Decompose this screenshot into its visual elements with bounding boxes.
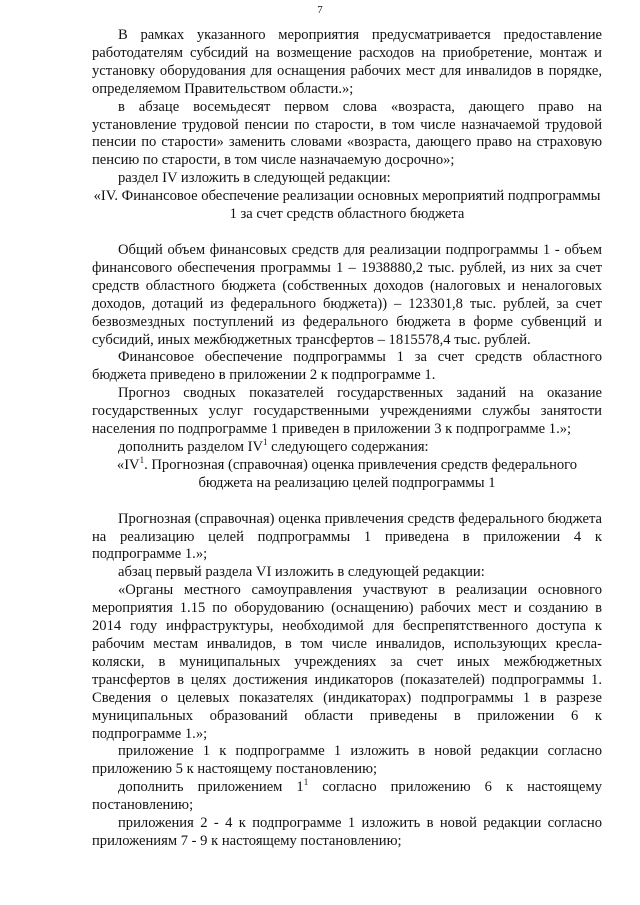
paragraph: Прогнозная (справочная) оценка привлечения средств федерального бюджета на реализацию целей подпрограммы 1 приведена в приложении 4 к подпрограмме 1.»; [92, 510, 602, 563]
paragraph: приложение 1 к подпрограмме 1 изложить в новой редакции согласно приложению 5 к настоящему постановлению; [92, 743, 602, 778]
paragraph: Финансовое обеспечение подпрограммы 1 за счет средств областного бюджета приведено в приложении 2 к подпрограмме 1. [92, 349, 602, 384]
paragraph: в абзаце восемьдесят первом слова «возраста, дающего право на установление трудовой пенсии по старости, в том числе назначаемой трудовой пенсии по старости» заменить словами «возраста, дающего право на страховую пенсию по старости, в том числе назначаемую досрочно»; [92, 98, 602, 169]
paragraph: В рамках указанного мероприятия предусматривается предоставление работодателям субсидий на возмещение расходов на приобретение, монтаж и установку оборудования для оснащения рабочих мест для инвалидов в порядке, определяемом Правительством области.»; [92, 27, 602, 97]
document-body [92, 27, 602, 851]
section-heading: «IV. Финансовое обеспечение реализации основных мероприятий подпрограммы 1 за счет средств областного бюджета [93, 188, 601, 223]
text: «IV [116, 456, 140, 473]
text: следующего содержания: [267, 438, 429, 455]
superscript: 1 [303, 777, 309, 788]
page-number: 7 [317, 4, 323, 16]
paragraph: Прогноз сводных показателей государственных заданий на оказание государственных услуг государственными учреждениями службы занятости населения по подпрограмме 1 приведен в приложении 3 к подпрограмме 1.»; [92, 385, 602, 438]
text: . Прогнозная (справочная) оценка привлечения средств федерального бюджета на реализацию целей подпрограммы 1 [144, 456, 578, 491]
paragraph: раздел IV изложить в следующей редакции: [118, 170, 391, 187]
section-heading [92, 454, 602, 493]
paragraph [92, 779, 602, 815]
superscript: 1 [139, 454, 145, 465]
paragraph: абзац первый раздела VI изложить в следующей редакции: [118, 564, 485, 581]
paragraph: Общий объем финансовых средств для реализации подпрограммы 1 - объем финансового обеспечения программы 1 – 1938880,2 тыс. рублей, из них за счет средств областного бюджета (собственных доходов (налоговых и неналоговых доходов, дотаций из федерального бюджета)) – 123301,8 тыс. рублей, за счет безвозмездных поступлений из федерального бюджета в форме субвенций и субсидий, иных межбюджетных трансфертов – 1815578,4 тыс. рублей. [92, 241, 602, 348]
paragraph [92, 439, 602, 457]
paragraph: «Органы местного самоуправления участвуют в реализации основного мероприятия 1.15 по оборудованию (оснащению) рабочих мест и созданию в 2014 году инфраструктуры, необходимой для беспрепятственного доступа к рабочим местам инвалидов, в том числе инвалидов, использующих кресла-коляски, в муниципальных учреждениях за счет иных межбюджетных трансфертов в целях достижения индикаторов (показателей) подпрограммы 1. Сведения о целевых показателях (индикаторах) подпрограммы 1 в разрезе муниципальных образований области приведены в приложении 6 к подпрограмме 1.»; [92, 582, 602, 742]
superscript: 1 [262, 437, 268, 448]
text: дополнить разделом IV [118, 438, 263, 455]
paragraph: приложения 2 - 4 к подпрограмме 1 изложить в новой редакции согласно приложениям 7 - 9 к настоящему постановлению; [92, 815, 602, 849]
text: согласно приложению 6 к настоящему постановлению; [92, 779, 602, 814]
text: дополнить приложением 1 [118, 779, 304, 796]
